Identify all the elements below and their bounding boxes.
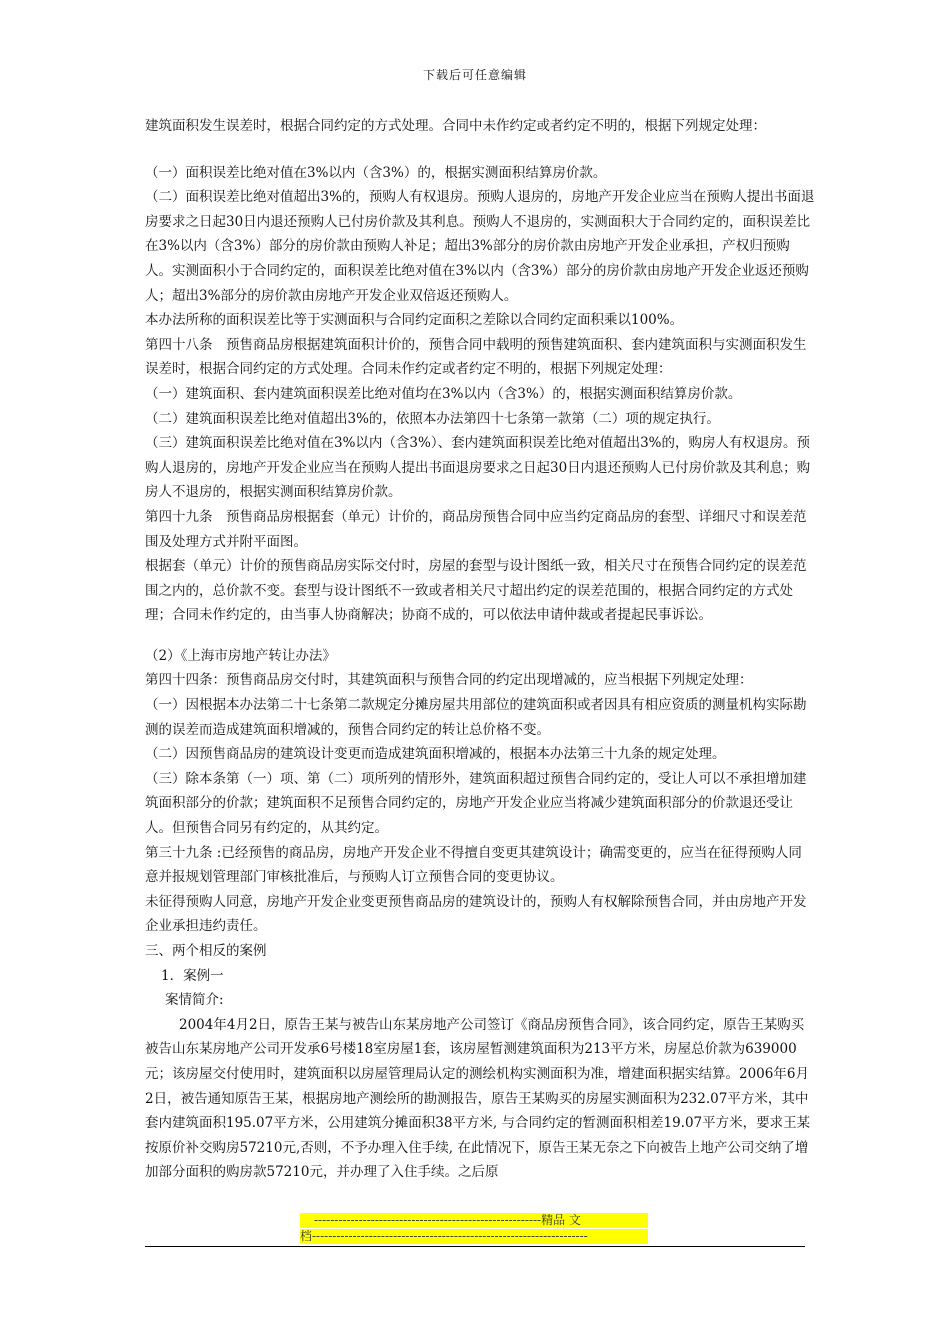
- paragraph: 2004年4月2日，原告王某与被告山东某房地产公司签订《商品房预售合同》，该合同约定，原告王某购买被告山东某房地产公司开发承6号楼18室房屋1套，该房屋暂测建筑面积为213平方米，房屋总价款为639000元；该房屋交付使用时，建筑面积以房屋管理局认定的测绘机构实测面积为准，增建面积据实结算。2006年6月2日，被告通知原告王某，根据房地产测绘所的勘测报告，原告王某购买的房屋实测面积为232.07平方米，其中套内建筑面积195.07平方米，公用建筑分摊面积38平方米, 与合同约定的暂测面积相差19.07平方米，要求王某按原价补交购房57210元,否则，不予办理入住手续, 在此情况下，原告王某无奈之下向被告上地产公司交纳了增加部分面积的购房款57210元，并办理了入住手续。之后原: [145, 1016, 811, 1181]
- spacer: [145, 628, 815, 644]
- paragraph: （三）除本条第（一）项、第（二）项所列的情形外，建筑面积超过预售合同约定的，受让人可以不承担增加建筑面积部分的价款；建筑面积不足预售合同约定的，房地产开发企业应当将减少建筑面积部分的价款退还受让人。但预售合同另有约定的，从其约定。: [145, 770, 807, 837]
- paragraph: 第四十四条：预售商品房交付时，其建筑面积与预售合同的约定出现增减的，应当根据下列规定处理：: [145, 672, 753, 689]
- paragraph: （三）建筑面积误差比绝对值在3%以内（含3%）、套内建筑面积误差比绝对值超出3%的，购房人有权退房。预购人退房的，房地产开发企业应当在预购人提出书面退房要求之日起30日内退还预购人已付房价款及其利息；购房人不退房的，根据实测面积结算房价款。: [145, 435, 811, 501]
- spacer: [145, 139, 815, 161]
- section-heading: 三、两个相反的案例: [145, 943, 267, 959]
- case-subheading: 案情简介:: [165, 992, 224, 1009]
- section-heading: （2）《上海市房地产转让办法》: [145, 647, 336, 664]
- paragraph: 第三十九条 :已经预售的商品房，房地产开发企业不得擅自变更其建筑设计；确需变更的，应当在征得预购人同意并报规划管理部门审核批准后，与预购人订立预售合同的变更协议。: [145, 844, 802, 886]
- paragraph: 第四十九条 预售商品房根据套（单元）计价的，商品房预售合同中应当约定商品房的套型、详细尺寸和误差范围及处理方式并附平面图。: [145, 508, 807, 550]
- footer-rule: [145, 1246, 805, 1247]
- footer-watermark-line1: --------------------------------------------------------精品 文: [300, 1213, 648, 1228]
- paragraph: 根据套（单元）计价的预售商品房实际交付时，房屋的套型与设计图纸一致，相关尺寸在预售合同约定的误差范围之内的，总价款不变。套型与设计图纸不一致或者相关尺寸超出约定的误差范围的，根据合同约定的方式处理；合同未作约定的，由当事人协商解决；协商不成的，可以依法申请仲裁或者提起民事诉讼。: [145, 558, 807, 624]
- paragraph: （二）建筑面积误差比绝对值超出3%的，依照本办法第四十七条第一款第（二）项的规定执行。: [145, 410, 720, 427]
- paragraph: （二）因预售商品房的建筑设计变更而造成建筑面积增减的，根据本办法第三十九条的规定处理。: [145, 746, 726, 763]
- paragraph: 建筑面积发生误差时，根据合同约定的方式处理。合同中未作约定或者约定不明的，根据下列规定处理：: [145, 118, 766, 134]
- paragraph: （一）面积误差比绝对值在3%以内（含3%）的，根据实测面积结算房价款。: [145, 164, 607, 181]
- case-heading: 1．案例一: [161, 967, 224, 984]
- footer-watermark-line2: 档--------------------------------------------------------------------: [300, 1229, 648, 1244]
- paragraph: 第四十八条 预售商品房根据建筑面积计价的，预售合同中载明的预售建筑面积、套内建筑面积与实测面积发生误差时，根据合同约定的方式处理。合同未作约定或者约定不明的，根据下列规定处理：: [145, 336, 807, 378]
- paragraph: （二）面积误差比绝对值超出3%的，预购人有权退房。预购人退房的，房地产开发企业应当在预购人提出书面退房要求之日起30日内退还预购人已付房价款及其利息。预购人不退房的，实测面积大于合同约定的，面积误差比在3%以内（含3%）部分的房价款由预购人补足；超出3%部分的房价款由房地产开发企业承担，产权归预购人。实测面积小于合同约定的，面积误差比绝对值在3%以内（含3%）部分的房价款由房地产开发企业返还预购人；超出3%部分的房价款由房地产开发企业双倍返还预购人。: [145, 189, 815, 304]
- document-body: [145, 114, 815, 1185]
- paragraph: 本办法所称的面积误差比等于实测面积与合同约定面积之差除以合同约定面积乘以100%。: [145, 312, 684, 329]
- page-header: 下载后可任意编辑: [422, 68, 527, 82]
- paragraph: 未征得预购人同意，房地产开发企业变更预售商品房的建筑设计的，预购人有权解除预售合同，并由房地产开发企业承担违约责任。: [145, 893, 807, 935]
- paragraph: （一）因根据本办法第二十七条第二款规定分摊房屋共用部位的建筑面积或者因具有相应资质的测量机构实际勘测的误差而造成建筑面积增减的，预售合同约定的转让总价格不变。: [145, 697, 807, 738]
- paragraph: （一）建筑面积、套内建筑面积误差比绝对值均在3%以内（含3%）的，根据实测面积结算房价款。: [145, 385, 742, 402]
